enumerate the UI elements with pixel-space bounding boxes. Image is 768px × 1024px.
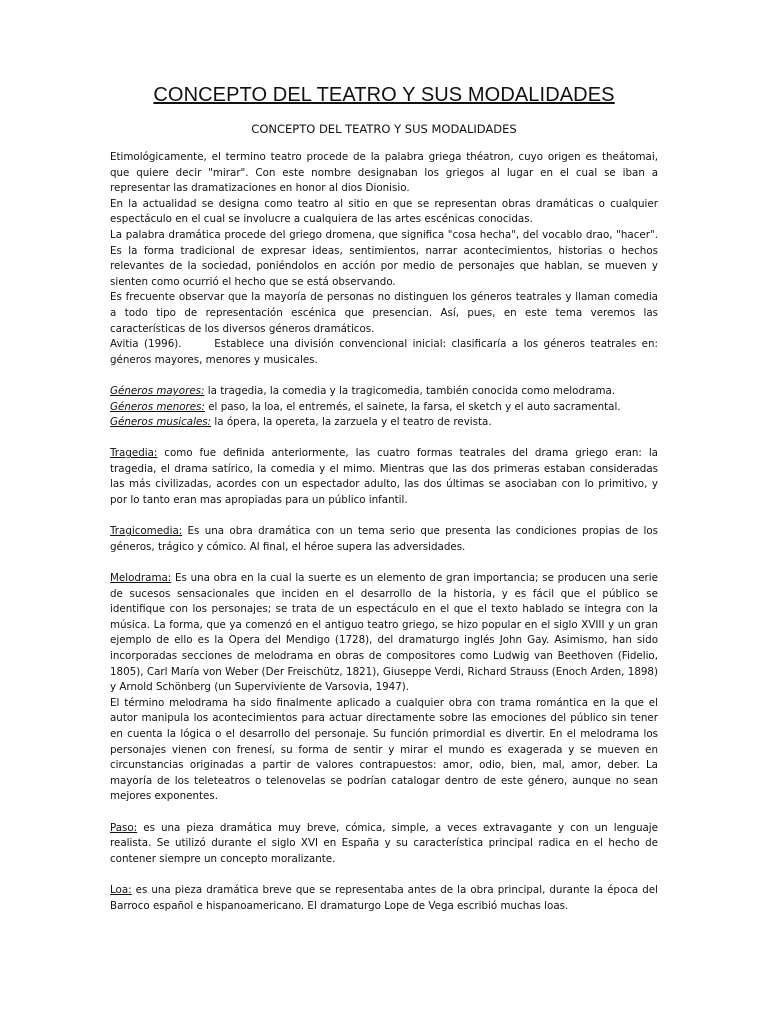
spacer xyxy=(110,867,658,883)
intro-paragraph-avitia: Avitia (1996). Establece una división convencional inicial: clasificaría a los géneros teatrales en: géneros mayores, menores y musicales. xyxy=(110,338,662,366)
tragicomedia-term: Tragicomedia: xyxy=(110,525,183,538)
tragedia-term: Tragedia: xyxy=(110,447,158,460)
page-title: CONCEPTO DEL TEATRO Y SUS MODALIDADES xyxy=(153,84,615,106)
spacer xyxy=(110,555,658,571)
loa-text: es una pieza dramática breve que se representaba antes de la obra principal, durante la época del Barroco español e hispanoamericano. El dramaturgo Lope de Vega escribió muchas loas. xyxy=(110,883,658,912)
paso-paragraph xyxy=(110,821,658,868)
document-body xyxy=(110,150,662,914)
spacer xyxy=(110,431,658,447)
genre-major-text: la tragedia, la comedia y la tragicomedia, también conocida como melodrama. xyxy=(204,384,616,397)
melodrama-paragraph xyxy=(110,571,658,696)
loa-term: Loa: xyxy=(110,883,132,896)
loa-paragraph xyxy=(110,883,658,914)
intro-paragraph-dramatic: La palabra dramática procede del griego dromena, que significa "cosa hecha", del vocablo drao, "hacer". Es la forma tradicional de expresar ideas, sentimientos, narrar acontecimientos, historias o hechos relevantes de la sociedad, poniéndolos en acción por medio de personajes que hablan, se mueven y sienten como ocurrió el hecho que se está observando. xyxy=(110,228,658,288)
tragedia-paragraph xyxy=(110,446,658,508)
genre-musical-term: Géneros musicales: xyxy=(110,416,212,429)
intro-paragraph-genres: Es frecuente observar que la mayoría de personas no distinguen los géneros teatrales y llaman comedia a todo tipo de representación escénica que presencian. Así, pues, en este tema veremos las características de los diversos géneros dramáticos. xyxy=(110,291,658,335)
melodrama-term: Melodrama: xyxy=(110,572,172,585)
tragicomedia-paragraph xyxy=(110,524,658,555)
tragedia-text: como fue definida anteriormente, las cuatro formas teatrales del drama griego eran: la tragedia, el drama satírico, la comedia y el mimo. Mientras que las dos primeras estaban consideradas las más civilizadas, acordes con un espectador adulto, las dos últimas se asociaban con lo primitivo, y por lo tanto eran mas apropiadas para un público infantil. xyxy=(110,447,658,507)
genre-major-term: Géneros mayores: xyxy=(110,384,205,397)
genre-musical-text: la ópera, la opereta, la zarzuela y el teatro de revista. xyxy=(211,416,492,429)
page-subtitle: CONCEPTO DEL TEATRO Y SUS MODALIDADES xyxy=(251,122,517,136)
genre-major-line xyxy=(110,384,658,400)
melodrama-text: Es una obra en la cual la suerte es un elemento de gran importancia; se producen una serie de sucesos sensacionales que inciden en el desarrollo de la historia, y es fácil que el público se identifique con los personajes; se trata de un espectáculo en el que el texto hablado se integra con la música. La forma, que ya comenzó en el antiguo teatro griego, se hizo popular en el siglo XVIII y un gran ejemplo de ello es la Opera del Mendigo (1728), del dramaturgo inglés John Gay. Asimismo, han sido incorporadas secciones de melodrama en obras de compositores como Ludwig van Beethoven (Fidelio, 1805), Carl María von Weber (Der Freischütz, 1821), Giuseppe Verdi, Richard Strauss (Enoch Arden, 1898) y Arnold Schönberg (un Superviviente de Varsovia, 1947). xyxy=(110,572,658,694)
genre-minor-term: Géneros menores: xyxy=(110,400,205,413)
spacer xyxy=(110,509,658,525)
intro-paragraph-etymology: Etimológicamente, el termino teatro procede de la palabra griega théatron, cuyo origen es theátomai, que quiere decir "mirar". Con este nombre designaban los griegos al lugar en el cual se iban a representar las dramatizaciones en honor al dios Dionisio. xyxy=(110,151,658,195)
intro-paragraph-current-use: En la actualidad se designa como teatro al sitio en que se representan obras dramáticas o cualquier espectáculo en el cual se involucre a cualquiera de las artes escénicas conocidas. xyxy=(110,197,658,226)
tragicomedia-text: Es una obra dramática con un tema serio que presenta las condiciones propias de los géneros, trágico y cómico. Al final, el héroe supera las adversidades. xyxy=(110,525,658,553)
genre-minor-text: el paso, la loa, el entremés, el sainete, la farsa, el sketch y el auto sacramental. xyxy=(204,400,621,413)
paso-text: es una pieza dramática muy breve, cómica, simple, a veces extravagante y con un lenguaje realista. Se utilizó durante el siglo XVI en España y su característica principal radica en el hecho de contener siempre un concepto moralizante. xyxy=(110,821,658,865)
genre-minor-line xyxy=(110,400,658,416)
paso-term: Paso: xyxy=(110,821,138,834)
melodrama-paragraph-2: El término melodrama ha sido finalmente aplicado a cualquier obra con trama romántica en la que el autor manipula los acontecimientos para actuar directamente sobre las emociones del público sin tener en cuenta la lógica o el desarrollo del personaje. Su función primordial es divertir. En el melodrama los personajes vienen con frenesí, su forma de sentir y mirar el mundo es exagerada y se mueven en circunstancias originadas a partir de valores contrapuestos: amor, odio, bien, mal, amor, deber. La mayoría de los teleteatros o telenovelas se podrían catalogar dentro de este género, aunque no sean mejores exponentes. xyxy=(110,696,658,803)
spacer xyxy=(110,368,658,384)
genre-musical-line xyxy=(110,415,658,431)
spacer xyxy=(110,805,658,821)
